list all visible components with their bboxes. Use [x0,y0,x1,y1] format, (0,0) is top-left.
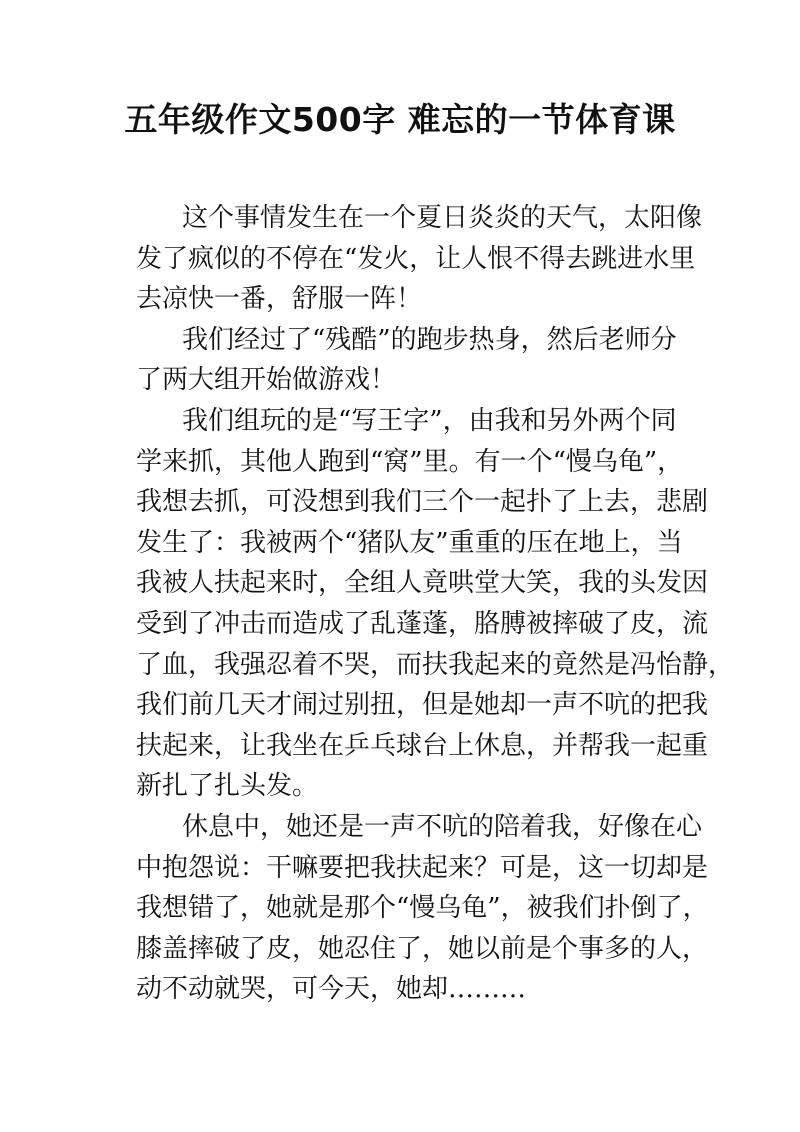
text-line: 扶起来，让我坐在乒乓球台上休息，并帮我一起重 [136,730,709,761]
document-title: 五年级作文500字 难忘的一节体育课 [124,100,676,139]
text-line: 我想去抓，可没想到我们三个一起扑了上去，悲剧 [136,487,709,518]
text-line: 受到了冲击而造成了乱蓬蓬，胳膊被摔破了皮，流 [136,608,709,639]
text-line: 我们组玩的是“写王字”，由我和另外两个同 [182,405,677,436]
text-line: 了血，我强忍着不哭，而扶我起来的竟然是冯怡静， [136,649,735,680]
text-line: 休息中，她还是一声不吭的陪着我，好像在心 [182,811,703,842]
text-line: 我想错了，她就是那个“慢乌龟”，被我们扑倒了， [136,893,709,924]
text-line: 中抱怨说：干嘛要把我扶起来？可是，这一切却是 [136,852,709,883]
text-line: 膝盖摔破了皮，她忍住了，她以前是个事多的人， [136,933,709,964]
document-body [136,198,735,1010]
text-line: 学来抓，其他人跑到“窝”里。有一个“慢乌龟”， [136,446,684,477]
text-line: 我们前几天才闹过别扭，但是她却一声不吭的把我 [136,690,709,721]
text-line: 这个事情发生在一个夏日炎炎的天气，太阳像 [182,203,703,233]
text-line: 新扎了扎头发。 [136,771,319,802]
text-line: 我们经过了“残酷”的跑步热身，然后老师分 [182,324,677,355]
text-line: 发了疯似的不停在“发火，让人恨不得去跳进水里 [136,243,696,274]
text-line: 发生了：我被两个“猪队友”重重的压在地上，当 [136,527,683,558]
text-line: 我被人扶起来时，全组人竟哄堂大笑，我的头发因 [136,568,709,599]
text-line: 去凉快一番，舒服一阵！ [136,284,423,315]
text-line: 动不动就哭，可今天，她却……… [136,974,527,1005]
text-line: 了两大组开始做游戏！ [136,365,397,396]
